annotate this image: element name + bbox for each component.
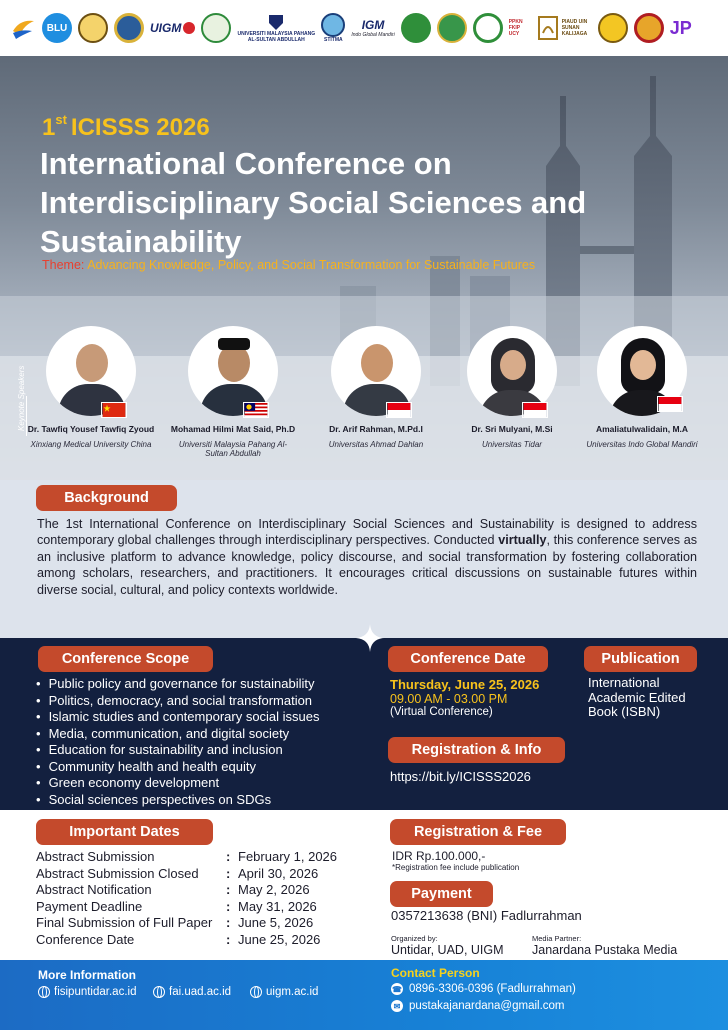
speaker-card xyxy=(447,326,577,449)
date-row: Abstract Submission Closed : April 30, 2026 xyxy=(36,865,319,881)
green-seal-logo-2 xyxy=(437,11,467,45)
scope-item: • Green economy development xyxy=(36,775,320,792)
payment-heading: Payment xyxy=(390,881,493,907)
contact-person-heading: Contact Person xyxy=(391,966,480,980)
conference-date-heading: Conference Date xyxy=(388,646,548,672)
scope-item: • Education for sustainability and inclusion xyxy=(36,742,320,759)
speaker-name: Dr. Arif Rahman, M.Pd.I xyxy=(329,424,423,434)
more-information-heading: More Information xyxy=(38,968,136,982)
date-row: Conference Date : June 25, 2026 xyxy=(36,931,321,947)
phone-icon: ☎ xyxy=(392,984,402,994)
conference-date: Thursday, June 25, 2026 xyxy=(390,677,540,692)
scope-item: • Islamic studies and contemporary social issues xyxy=(36,709,320,726)
indonesia-flag-icon xyxy=(522,402,548,418)
registration-fee-amount: IDR Rp.100.000,- xyxy=(392,849,486,863)
partner-logo-strip xyxy=(0,0,728,56)
background-text: The 1st International Conference on Interdisciplinary Social Sciences and Sustainability is designed to address contemporary global challenges through interdisciplinary perspectives. Conducted virtually, this conference serves as an inclusive platform to advance knowledge, policy discourse, and social transformation by fostering collaboration among scholars, researchers, and practitioners. It encourages critical discussions on sustainable futures within diverse social, cultural, and policy contexts worldwide. xyxy=(37,517,697,597)
speaker-affiliation: Universitas Tidar xyxy=(482,440,542,449)
date-row: Abstract Notification : May 2, 2026 xyxy=(36,882,310,898)
scope-item: • Social sciences perspectives on SDGs xyxy=(36,792,320,809)
date-row: Payment Deadline : May 31, 2026 xyxy=(36,898,317,914)
ppkn-logo: PPKN FKIP UCY xyxy=(508,19,523,37)
scope-list xyxy=(36,676,320,808)
speaker-card xyxy=(26,326,156,449)
publication-heading: Publication xyxy=(584,646,697,672)
speaker-affiliation: Universitas Indo Global Mandiri xyxy=(586,440,698,449)
green-square-logo xyxy=(201,11,231,45)
bird-seal-logo xyxy=(78,11,108,45)
scope-item: • Media, communication, and digital society xyxy=(36,726,320,743)
speaker-name: Amaliatulwalidain, M.A xyxy=(595,424,689,434)
blu-logo: BLU xyxy=(42,11,72,45)
organized-by-value: Untidar, UAD, UIGM xyxy=(391,943,504,957)
registration-link[interactable]: https://bit.ly/ICISSS2026 xyxy=(390,769,531,784)
keynote-speakers-label: Keynote Speakers xyxy=(17,365,26,431)
registration-fee-heading: Registration & Fee xyxy=(390,819,566,845)
round-seal-logo xyxy=(114,11,144,45)
uigm-logo: UIGM xyxy=(150,11,195,45)
speaker-affiliation: Universiti Malaysia Pahang Al-Sultan Abdullah xyxy=(178,440,288,458)
malaysia-flag-icon xyxy=(243,402,269,418)
speaker-affiliation: Xinxiang Medical University China xyxy=(30,440,152,449)
website-link-uad[interactable]: fai.uad.ac.id xyxy=(153,986,231,998)
mail-icon: ✉ xyxy=(391,1000,403,1012)
globe-icon xyxy=(250,986,262,998)
publication-text: International Academic Edited Book (ISBN) xyxy=(588,675,686,719)
speaker-name: Dr. Tawfiq Yousef Tawfiq Zyoud xyxy=(27,424,155,434)
background-heading: Background xyxy=(36,485,177,511)
speaker-card xyxy=(168,326,298,458)
conference-title: International Conference on Interdisciplinary Social Sciences and Sustainability xyxy=(40,146,587,259)
speaker-name: Mohamad Hilmi Mat Said, Ph.D xyxy=(170,424,296,434)
conference-mode: (Virtual Conference) xyxy=(390,706,493,718)
registration-fee-note: *Registration fee include publication xyxy=(392,863,520,872)
igm-logo: IGM Indo Global Mandiri xyxy=(351,18,395,38)
hero-banner xyxy=(0,56,728,480)
yellow-seal-logo-1 xyxy=(598,11,628,45)
stitma-logo: STITMA xyxy=(321,11,345,45)
important-dates-list xyxy=(36,849,337,949)
conference-scope-heading: Conference Scope xyxy=(38,646,213,672)
date-row: Abstract Submission : February 1, 2026 xyxy=(36,849,338,864)
globe-icon xyxy=(153,986,165,998)
speaker-card xyxy=(577,326,707,449)
conference-time: 09.00 AM - 03.00 PM xyxy=(390,692,508,706)
media-partner-value: Janardana Pustaka Media xyxy=(532,943,678,957)
conference-theme: Theme: Advancing Knowledge, Policy, and Social Transformation for Sustainable Futures xyxy=(42,258,536,272)
indonesia-flag-icon xyxy=(386,402,412,418)
speaker-card xyxy=(311,326,441,449)
website-link-uigm[interactable]: uigm.ac.id xyxy=(250,986,318,998)
globe-icon xyxy=(38,986,50,998)
date-row: Final Submission of Full Paper : June 5, 2026 xyxy=(36,915,314,931)
contact-phone[interactable]: ☎ 0896-3306-0396 (Fadlurrahman) xyxy=(392,983,576,995)
speaker-affiliation: Universitas Ahmad Dahlan xyxy=(328,440,424,449)
media-partner-label: Media Partner: xyxy=(532,934,582,943)
website-link-fisip[interactable]: fisipuntidar.ac.id xyxy=(38,986,136,998)
contact-email[interactable]: ✉ pustakajanardana@gmail.com xyxy=(391,1000,565,1012)
jp-logo: JP xyxy=(669,17,692,38)
scope-item: • Public policy and governance for sustainability xyxy=(36,676,320,693)
registration-info-heading: Registration & Info xyxy=(388,737,565,763)
important-dates-heading: Important Dates xyxy=(36,819,213,845)
indonesia-flag-icon xyxy=(657,396,683,412)
china-flag-icon xyxy=(101,402,127,418)
organized-by-label: Organized by: xyxy=(391,934,438,943)
green-seal-logo-3 xyxy=(473,11,503,45)
conference-edition: 1st ICISSS 2026 xyxy=(42,112,210,141)
swoosh-logo xyxy=(10,11,36,45)
yellow-seal-logo-2 xyxy=(634,11,664,45)
payment-account: 0357213638 (BNI) Fadlurrahman xyxy=(391,908,582,923)
green-seal-logo-1 xyxy=(401,11,431,45)
sparkle-icon xyxy=(356,624,384,652)
scope-item: • Politics, democracy, and social transformation xyxy=(36,693,320,710)
scope-item: • Community health and health equity xyxy=(36,759,320,776)
umpsa-logo: UNIVERSITI MALAYSIA PAHANG AL-SULTAN ABDULLAH xyxy=(237,11,315,45)
speaker-name: Dr. Sri Mulyani, M.Si xyxy=(471,424,553,434)
piaud-logo: PIAUD UIN SUNAN KALIJAGA xyxy=(537,11,592,45)
